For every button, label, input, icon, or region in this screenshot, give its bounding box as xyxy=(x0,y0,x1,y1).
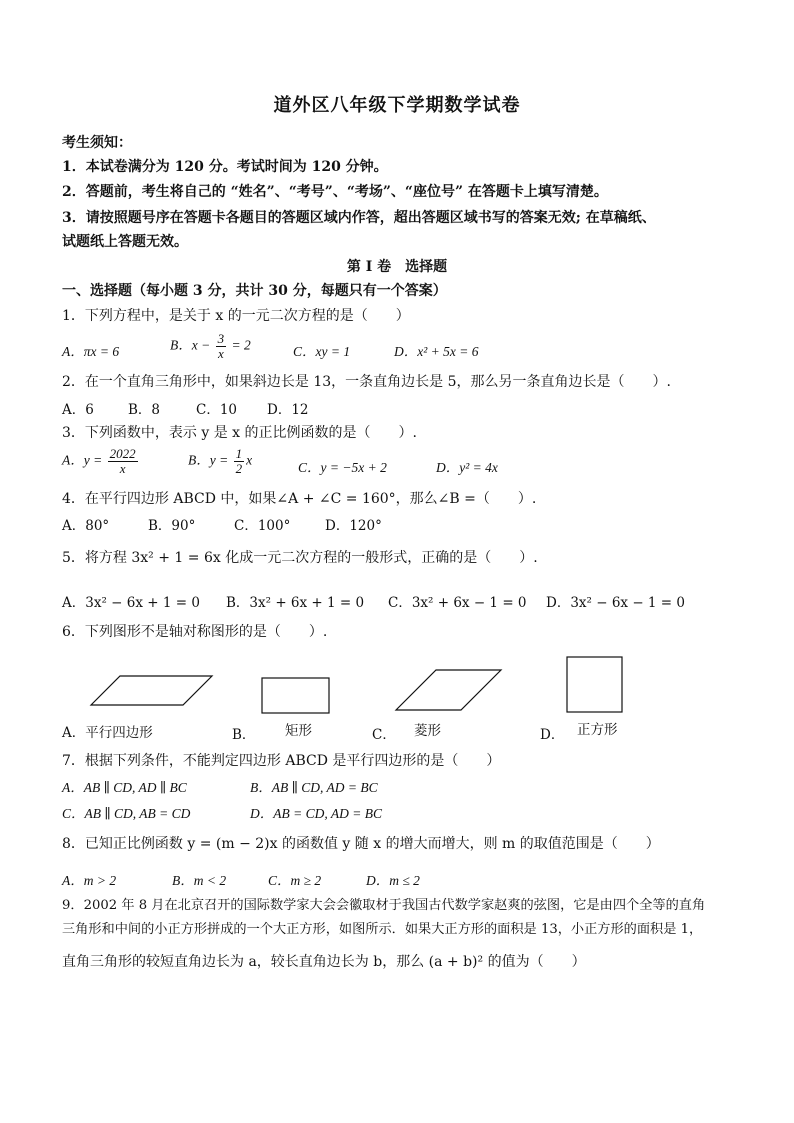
notice-item-3: 3．请按照题号序在答题卡各题目的答题区域内作答，超出答题区域书写的答案无效; 在草稿纸、 xyxy=(62,210,656,226)
question-3-stem: 3．下列函数中，表示 y 是 x 的正比例函数的是（ ）. xyxy=(62,425,417,441)
question-5-stem: 5．将方程 3x² + 1 = 6x 化成一元二次方程的一般形式，正确的是（ ）. xyxy=(62,550,538,566)
q3-option-c: C．y = −5x + 2 xyxy=(298,460,387,475)
q4-option-b: B．90° xyxy=(148,518,196,534)
question-9-line-2: 三角形和中间的小正方形拼成的一个大正方形，如图所示．如果大正方形的面积是 13，小正方形的面积是 1， xyxy=(62,922,703,937)
page-title: 道外区八年级下学期数学试卷 xyxy=(273,95,521,116)
q1-option-b: B．x − $\frac{3}{x}$ = 2 xyxy=(170,331,251,361)
q8-option-c: C．m ≥ 2 xyxy=(268,873,322,888)
q7-option-a: A．AB ∥ CD, AD ∥ BC xyxy=(62,780,187,795)
rectangle-shape xyxy=(262,678,329,713)
square-shape xyxy=(567,657,622,712)
q7-option-c: C．AB ∥ CD, AB = CD xyxy=(62,806,191,821)
q8-option-b: B．m < 2 xyxy=(172,873,227,888)
q6-option-c-label: 菱形 xyxy=(414,723,441,739)
q8-option-d: D．m ≤ 2 xyxy=(366,873,420,888)
q1-option-d: D．x² + 5x = 6 xyxy=(394,344,479,359)
notice-item-1: 1．本试卷满分为 120 分。考试时间为 120 分钟。 xyxy=(62,159,388,175)
question-7-stem: 7．根据下列条件，不能判定四边形 ABCD 是平行四边形的是（ ） xyxy=(62,753,501,769)
q5-option-c: C．3x² + 6x − 1 = 0 xyxy=(388,595,527,611)
q2-option-c: C．10 xyxy=(196,402,238,418)
question-9-line-3: 直角三角形的较短直角边长为 a，较长直角边长为 b，那么 (a + b)² 的值为（ ） xyxy=(62,954,586,970)
question-8-stem: 8．已知正比例函数 y = (m − 2)x 的函数值 y 随 x 的增大而增大，则 m 的取值范围是（ ） xyxy=(62,836,660,852)
q6-option-d-letter: D． xyxy=(540,727,565,743)
section-title: 第 I 卷 选择题 xyxy=(346,259,448,275)
q7-option-d: D．AB = CD, AD = BC xyxy=(250,806,382,821)
rhombus-shape xyxy=(396,670,501,710)
question-4-stem: 4．在平行四边形 ABCD 中，如果∠A + ∠C = 160°，那么∠B =（ ）. xyxy=(62,491,537,507)
q6-option-a: A．平行四边形 xyxy=(62,725,153,741)
q2-option-b: B．8 xyxy=(128,402,161,418)
notice-item-2: 2．答题前，考生将自己的 “姓名”、“考号”、“考场”、“座位号” 在答题卡上填写清楚。 xyxy=(62,184,608,200)
q2-option-d: D．12 xyxy=(267,402,309,418)
question-9-line-1: 9．2002 年 8 月在北京召开的国际数学家大会会徽取材于我国古代数学家赵爽的弦图，它是由四个全等的直角 xyxy=(62,898,706,913)
q5-option-d: D．3x² − 6x − 1 = 0 xyxy=(546,595,686,611)
q1-option-c: C．xy = 1 xyxy=(293,344,351,359)
q3-option-a: A．y = $\frac{2022}{x}$ xyxy=(62,446,136,476)
q6-option-b-label: 矩形 xyxy=(285,723,312,739)
q7-option-b: B．AB ∥ CD, AD = BC xyxy=(250,780,378,795)
parallelogram-shape xyxy=(91,676,212,705)
q2-option-a: A．6 xyxy=(62,402,94,418)
q8-option-a: A．m > 2 xyxy=(62,873,117,888)
question-6-stem: 6．下列图形不是轴对称图形的是（ ）. xyxy=(62,624,328,640)
q6-option-d-label: 正方形 xyxy=(577,722,618,738)
q3-option-b: B．y = $\frac{1}{2}$ x xyxy=(188,446,253,476)
q1-option-a: A．πx = 6 xyxy=(62,344,120,359)
q4-option-a: A．80° xyxy=(62,518,110,534)
question-2-stem: 2．在一个直角三角形中，如果斜边长是 13，一条直角边长是 5，那么另一条直角边长是（ ）. xyxy=(62,374,671,390)
q5-option-a: A．3x² − 6x + 1 = 0 xyxy=(62,595,200,611)
q6-option-c-letter: C． xyxy=(372,727,396,743)
notice-heading: 考生须知： xyxy=(62,135,132,151)
part-one-heading: 一、选择题（每小题 3 分，共计 30 分，每题只有一个答案） xyxy=(62,283,447,299)
notice-item-3-cont: 试题纸上答题无效。 xyxy=(62,234,188,250)
q5-option-b: B．3x² + 6x + 1 = 0 xyxy=(226,595,365,611)
q4-option-c: C．100° xyxy=(234,518,291,534)
q3-option-d: D．y² = 4x xyxy=(436,460,498,475)
question-1-stem: 1．下列方程中，是关于 x 的一元二次方程的是（ ） xyxy=(62,308,410,324)
q4-option-d: D．120° xyxy=(325,518,382,534)
q6-option-b-letter: B． xyxy=(232,727,256,743)
